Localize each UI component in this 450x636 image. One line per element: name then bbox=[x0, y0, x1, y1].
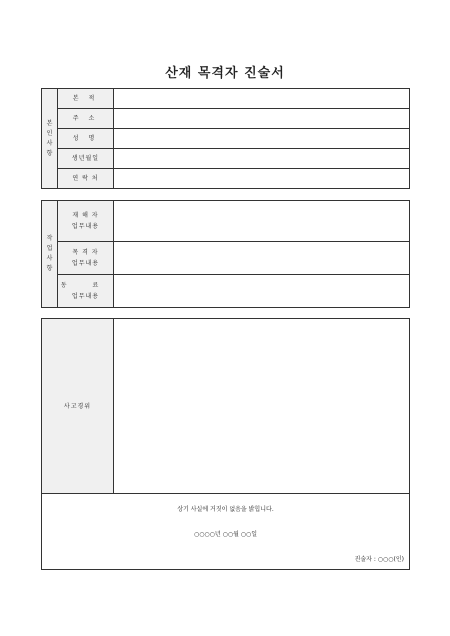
personal-info-group-label bbox=[42, 89, 58, 189]
document-title: 산재 목격자 진술서 bbox=[165, 66, 285, 81]
field-birthdate[interactable] bbox=[114, 149, 410, 169]
group-char: 사 bbox=[46, 255, 53, 262]
label-text: 성 명 bbox=[72, 135, 99, 142]
declaration-statement: 상기 사실에 거짓이 없음을 밝힙니다. bbox=[177, 506, 274, 513]
group-char: 항 bbox=[46, 149, 53, 157]
field-name[interactable] bbox=[114, 129, 410, 149]
label-text: 사고경위 bbox=[63, 402, 92, 410]
field-contact[interactable] bbox=[114, 169, 410, 189]
label-text: 업무내용 bbox=[71, 293, 100, 300]
label-address bbox=[58, 109, 114, 129]
declaration-area bbox=[42, 494, 410, 570]
label-text: 목 격 자 bbox=[72, 249, 99, 256]
work-info-table bbox=[41, 200, 410, 308]
label-name bbox=[58, 129, 114, 149]
group-char: 인 bbox=[46, 129, 53, 137]
label-victim-work bbox=[58, 201, 114, 242]
label-text: 생년월일 bbox=[71, 155, 100, 162]
label-text: 업무내용 bbox=[71, 260, 100, 267]
field-registered-domicile[interactable] bbox=[114, 89, 410, 109]
label-accident-details bbox=[42, 319, 114, 494]
group-char: 사 bbox=[46, 139, 53, 147]
label-registered-domicile bbox=[58, 89, 114, 109]
field-accident-details[interactable] bbox=[114, 319, 410, 494]
group-char: 본 bbox=[46, 119, 53, 127]
accident-table bbox=[41, 318, 410, 570]
field-victim-work[interactable] bbox=[114, 201, 410, 242]
label-text: 재 해 자 bbox=[72, 212, 99, 219]
personal-info-table bbox=[41, 88, 410, 189]
label-text: 본 적 bbox=[72, 95, 99, 102]
group-char: 항 bbox=[46, 265, 53, 272]
label-contact bbox=[58, 169, 114, 189]
field-witness-work[interactable] bbox=[114, 242, 410, 275]
label-coworker-work bbox=[58, 275, 114, 308]
label-text: 동 료 bbox=[60, 282, 111, 289]
label-text: 연 락 처 bbox=[72, 175, 99, 182]
work-info-group-label bbox=[42, 201, 58, 308]
label-witness-work bbox=[58, 242, 114, 275]
label-text: 주 소 bbox=[72, 115, 99, 122]
label-text: 업무내용 bbox=[71, 223, 100, 230]
group-char: 작 bbox=[46, 235, 53, 242]
field-address[interactable] bbox=[114, 109, 410, 129]
group-char: 업 bbox=[46, 245, 53, 252]
declaration-signer[interactable]: 진술자 : ○○○(인) bbox=[354, 556, 404, 563]
field-coworker-work[interactable] bbox=[114, 275, 410, 308]
declaration-date[interactable]: ○○○○년 ○○월 ○○일 bbox=[193, 531, 258, 538]
label-birthdate bbox=[58, 149, 114, 169]
